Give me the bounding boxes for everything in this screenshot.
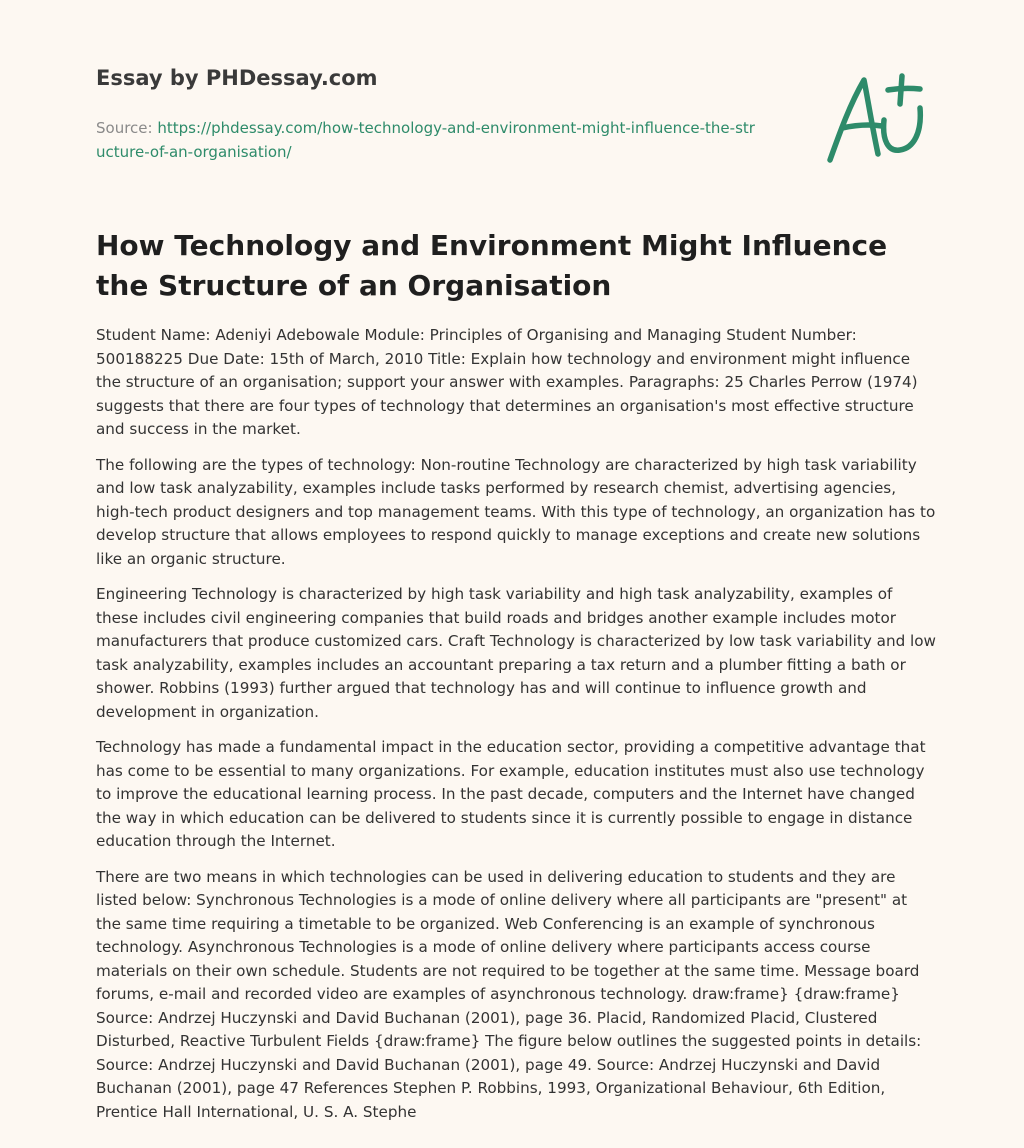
page-title: How Technology and Environment Might Influence the Structure of an Organisation <box>96 229 888 302</box>
article-body <box>96 324 936 1136</box>
a-plus-logo-icon <box>822 70 928 166</box>
source-label: Source: <box>96 119 158 137</box>
paragraph: Technology has made a fundamental impact in the education sector, providing a competitive advantage that has come to be essential to many organizations. For example, education institutes must also use technology to improve the educational learning process. In the past decade, computers and the Internet have changed the way in which education can be delivered to students since it is currently possible to engage in distance education through the Internet. <box>96 738 926 850</box>
brand-name: Essay by PHDessay.com <box>96 66 378 90</box>
paragraph: Engineering Technology is characterized by high task variability and high task analyzability, examples of these includes civil engineering companies that build roads and bridges another example includes motor manufacturers that produce customized cars. Craft Technology is characterized by low task variability and low task analyzability, examples includes an accountant preparing a tax return and a plumber fitting a bath or shower. Robbins (1993) further argued that technology has and will continue to influence growth and development in organization. <box>96 585 936 721</box>
paragraph: There are two means in which technologies can be used in delivering education to students and they are listed below: Synchronous Technologies is a mode of online delivery where all participants are "present" at the same time requiring a timetable to be organized. Web Conferencing is an example of synchronous technology. Asynchronous Technologies is a mode of online delivery where participants access course materials on their own schedule. Students are not required to be together at the same time. Message board forums, e-mail and recorded video are examples of asynchronous technology. draw:frame} {draw:frame} Source: Andrzej Huczynski and David Buchanan (2001), page 36. Placid, Randomized Placid, Clustered Disturbed, Reactive Turbulent Fields {draw:frame} The figure below outlines the suggested points in details: Source: Andrzej Huczynski and David Buchanan (2001), page 49. Source: Andrzej Huczynski and David Buchanan (2001), page 47 References Stephen P. Robbins, 1993, Organizational Behaviour, 6th Edition, Prentice Hall International, U. S. A. Stephe <box>96 867 922 1121</box>
page-header <box>96 64 776 164</box>
paragraph: Student Name: Adeniyi Adebowale Module: Principles of Organising and Managing Student Number: 500188225 Due Date: 15th of March, 2010 Title: Explain how technology and environment might influence the structure of an organisation; support your answer with examples. Paragraphs: 25 Charles Perrow (1974) suggests that there are four types of technology that determines an organisation's most effective structure and success in the market. <box>96 326 918 438</box>
source-line <box>96 116 756 164</box>
paragraph: The following are the types of technology: Non-routine Technology are characterized by high task variability and low task analyzability, examples include tasks performed by research chemist, advertising agencies, high-tech product designers and top management teams. With this type of technology, an organization has to develop structure that allows employees to respond quickly to manage exceptions and create new solutions like an organic structure. <box>96 455 936 568</box>
source-link[interactable]: https://phdessay.com/how-technology-and-environment-might-influence-the-structure-of-an-organisation/ <box>96 119 755 161</box>
